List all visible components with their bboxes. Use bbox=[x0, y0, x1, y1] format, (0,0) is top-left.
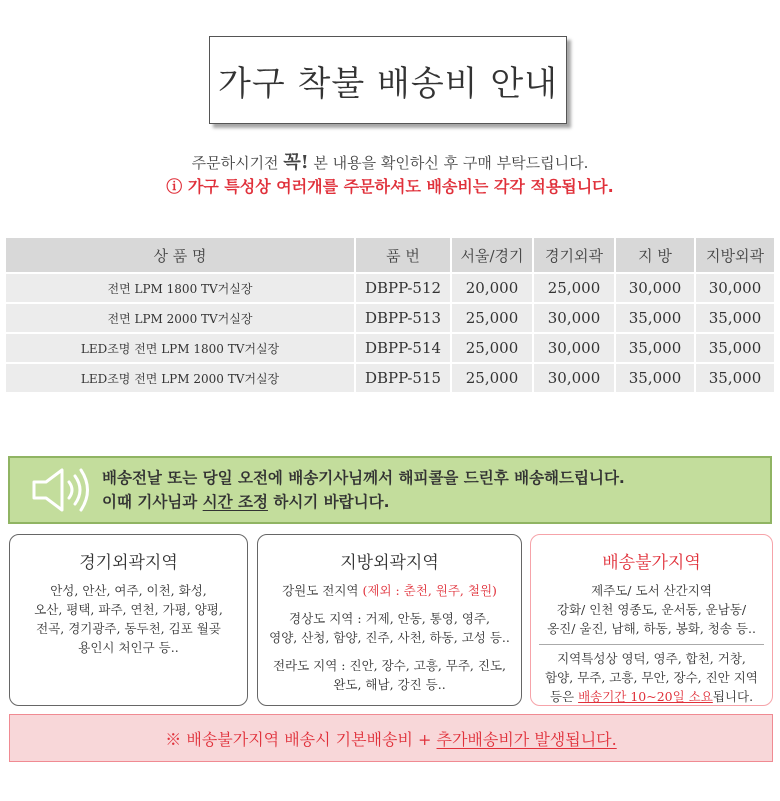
gangwon-pre: 강원도 전지역 bbox=[282, 583, 359, 598]
gyeonggi-outer-region-box bbox=[9, 534, 248, 706]
price-seoul: 25,000 bbox=[452, 364, 534, 392]
price-provincial-outer: 35,000 bbox=[696, 334, 774, 362]
price-provincial: 35,000 bbox=[616, 334, 696, 362]
region-line: 전곡, 경기광주, 동두천, 김포 월곶 bbox=[36, 621, 221, 636]
gangwon-line bbox=[258, 581, 521, 600]
intro-line-1 bbox=[0, 148, 780, 174]
table-row bbox=[6, 334, 774, 362]
col-product-code: 품 번 bbox=[356, 238, 452, 272]
gyeongsang-line: 경상도 지역 : 거제, 안동, 통영, 영주, bbox=[289, 611, 490, 626]
col-product-name: 상 품 명 bbox=[6, 238, 356, 272]
col-provincial: 지 방 bbox=[616, 238, 696, 272]
undeliverable-line: 강화/ 인천 영종도, 운서동, 운남동/ bbox=[556, 602, 747, 617]
price-provincial-outer: 30,000 bbox=[696, 274, 774, 302]
product-code: DBPP-512 bbox=[356, 274, 452, 302]
extra-fee-notice bbox=[9, 714, 773, 762]
delivery-period: 배송기간 10~20일 소요 bbox=[578, 689, 713, 704]
product-name: LED조명 전면 LPM 2000 TV거실장 bbox=[6, 364, 356, 392]
speaker-icon bbox=[30, 465, 92, 515]
region-line: 용인시 처인구 등.. bbox=[78, 640, 179, 655]
product-code: DBPP-514 bbox=[356, 334, 452, 362]
jeolla-line: 완도, 해남, 강진 등.. bbox=[333, 677, 446, 692]
product-name: 전면 LPM 1800 TV거실장 bbox=[6, 274, 356, 302]
gyeongsang-line: 영양, 산청, 함양, 진주, 사천, 하동, 고성 등.. bbox=[269, 630, 510, 645]
notice-line-2 bbox=[102, 490, 625, 514]
notice-text bbox=[102, 466, 625, 514]
notice-line-2-post: 하시기 바랍니다. bbox=[273, 493, 390, 511]
intro-emphasis: 꼭! bbox=[283, 152, 309, 173]
undeliverable-line: 옹진/ 울진, 남해, 하동, 봉화, 청송 등.. bbox=[547, 621, 756, 636]
extra-fee-text: ※ 배송불가지역 배송시 기본배송비 + bbox=[165, 729, 432, 749]
price-seoul: 20,000 bbox=[452, 274, 534, 302]
price-provincial: 30,000 bbox=[616, 274, 696, 302]
price-provincial: 35,000 bbox=[616, 364, 696, 392]
region-title: 지방외곽지역 bbox=[340, 553, 439, 573]
price-seoul: 25,000 bbox=[452, 334, 534, 362]
price-gyeonggi-outer: 30,000 bbox=[534, 304, 616, 332]
undeliverable-line: 제주도/ 도서 산간지역 bbox=[591, 583, 712, 598]
product-code: DBPP-513 bbox=[356, 304, 452, 332]
divider bbox=[539, 644, 764, 645]
table-row bbox=[6, 304, 774, 332]
price-seoul: 25,000 bbox=[452, 304, 534, 332]
region-title: 경기외곽지역 bbox=[79, 553, 178, 573]
notice-line-1: 배송전날 또는 당일 오전에 배송기사님께서 해피콜을 드린후 배송해드립니다. bbox=[102, 469, 625, 487]
table-header-row bbox=[6, 238, 774, 272]
col-seoul-gyeonggi: 서울/경기 bbox=[452, 238, 534, 272]
notice-line-2-pre: 이때 기사님과 bbox=[102, 493, 198, 511]
price-provincial: 35,000 bbox=[616, 304, 696, 332]
delivery-period-pre: 등은 bbox=[549, 689, 575, 704]
intro-warning: ⓘ 가구 특성상 여러개를 주문하셔도 배송비는 각각 적용됩니다. bbox=[166, 177, 614, 196]
delivery-period-post: 됩니다. bbox=[712, 689, 754, 704]
delivery-call-notice bbox=[8, 456, 772, 524]
product-code: DBPP-515 bbox=[356, 364, 452, 392]
extra-fee-underlined: 추가배송비가 발생됩니다. bbox=[436, 729, 617, 749]
price-gyeonggi-outer: 30,000 bbox=[534, 334, 616, 362]
jeolla-line: 전라도 지역 : 진안, 장수, 고흥, 무주, 진도, bbox=[272, 658, 507, 673]
special-region-line: 지역특성상 영덕, 영주, 합천, 거창, bbox=[557, 651, 746, 666]
table-row bbox=[6, 274, 774, 302]
intro-post: 본 내용을 확인하신 후 구매 부탁드립니다. bbox=[313, 154, 589, 172]
page-title: 가구 착불 배송비 안내 bbox=[217, 63, 559, 104]
gangwon-exclusion: (제외 : 춘천, 원주, 철원) bbox=[362, 583, 497, 598]
price-provincial-outer: 35,000 bbox=[696, 364, 774, 392]
table-row bbox=[6, 364, 774, 392]
col-gyeonggi-outer: 경기외곽 bbox=[534, 238, 616, 272]
product-name: 전면 LPM 2000 TV거실장 bbox=[6, 304, 356, 332]
region-line: 오산, 평택, 파주, 연천, 가평, 양평, bbox=[34, 602, 223, 617]
price-gyeonggi-outer: 30,000 bbox=[534, 364, 616, 392]
page-title-box bbox=[209, 36, 567, 124]
price-gyeonggi-outer: 25,000 bbox=[534, 274, 616, 302]
price-provincial-outer: 35,000 bbox=[696, 304, 774, 332]
col-provincial-outer: 지방외곽 bbox=[696, 238, 774, 272]
notice-time-adjust: 시간 조정 bbox=[202, 493, 268, 511]
region-title: 배송불가지역 bbox=[602, 553, 701, 573]
provincial-outer-region-box bbox=[257, 534, 522, 706]
intro-pre: 주문하시기전 bbox=[191, 154, 279, 172]
shipping-price-table bbox=[6, 236, 774, 394]
delivery-period-line bbox=[531, 687, 772, 706]
region-line: 안성, 안산, 여주, 이천, 화성, bbox=[50, 583, 207, 598]
special-region-line: 함양, 무주, 고흥, 무안, 장수, 진안 지역 bbox=[545, 670, 758, 685]
undeliverable-region-box bbox=[530, 534, 773, 706]
product-name: LED조명 전면 LPM 1800 TV거실장 bbox=[6, 334, 356, 362]
